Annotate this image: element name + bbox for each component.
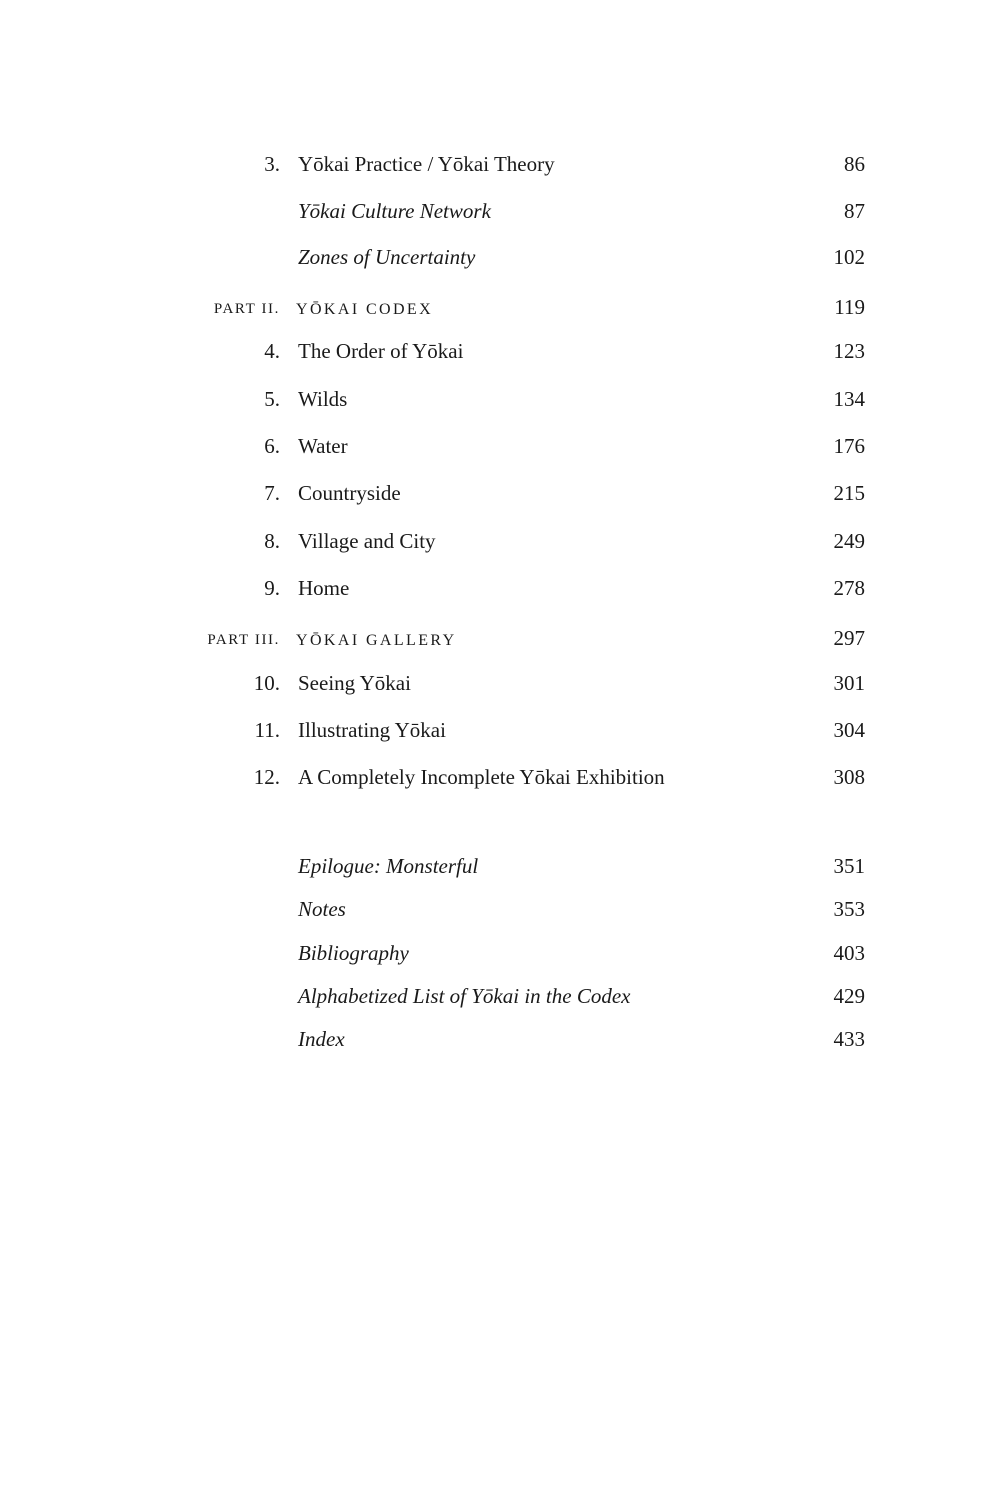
toc-entry-number: 7. bbox=[264, 481, 280, 506]
toc-entry-subsection bbox=[165, 243, 865, 271]
toc-entry-title: A Completely Incomplete Yōkai Exhibition bbox=[298, 765, 665, 790]
toc-entry-chapter-11 bbox=[165, 716, 865, 744]
toc-entry-title: Countryside bbox=[298, 481, 401, 506]
toc-entry-title: Water bbox=[298, 434, 348, 459]
toc-entry-title: Wilds bbox=[298, 386, 348, 411]
toc-entry-subsection bbox=[165, 197, 865, 225]
toc-entry-title: Home bbox=[298, 576, 350, 601]
toc-entry-page: 353 bbox=[833, 897, 865, 922]
toc-entry-chapter-7 bbox=[165, 479, 865, 507]
toc-entry-chapter-4 bbox=[165, 337, 865, 365]
toc-entry-title: Alphabetized List of Yōkai in the Codex bbox=[298, 983, 631, 1008]
toc-entry-page: 433 bbox=[833, 1027, 865, 1052]
toc-entry-page: 351 bbox=[833, 853, 865, 878]
toc-entry-title: Notes bbox=[298, 897, 346, 922]
toc-entry-part-3 bbox=[165, 624, 865, 652]
toc-entry-title: Yōkai Culture Network bbox=[298, 199, 491, 224]
toc-entry-title: Illustrating Yōkai bbox=[298, 718, 446, 743]
toc-entry-title: Village and City bbox=[298, 528, 436, 553]
toc-entry-title: Index bbox=[298, 1027, 345, 1052]
toc-entry-title: The Order of Yōkai bbox=[298, 339, 464, 364]
toc-entry-chapter-9 bbox=[165, 574, 865, 602]
toc-entry-number: 4. bbox=[264, 339, 280, 364]
toc-entry-chapter-6 bbox=[165, 432, 865, 460]
toc-entry-page: 134 bbox=[833, 386, 865, 411]
toc-entry-number: 9. bbox=[264, 576, 280, 601]
toc-entry-page: 215 bbox=[833, 481, 865, 506]
toc-entry-page: 119 bbox=[834, 295, 865, 320]
toc-entry-page: 429 bbox=[833, 983, 865, 1008]
toc-entry-chapter-10 bbox=[165, 669, 865, 697]
toc-entry-page: 278 bbox=[833, 576, 865, 601]
toc-entry-number: 3. bbox=[264, 152, 280, 176]
toc-entry-page: 87 bbox=[844, 199, 865, 224]
toc-entry-page: 304 bbox=[833, 718, 865, 743]
toc-entry-title: Bibliography bbox=[298, 940, 409, 965]
toc-entry-page: 102 bbox=[833, 244, 865, 269]
toc-entry-page: 301 bbox=[833, 670, 865, 695]
toc-entry-page: 403 bbox=[833, 940, 865, 965]
toc-entry-bibliography bbox=[165, 939, 865, 967]
toc-part-title: YŌKAI CODEX bbox=[296, 301, 434, 319]
toc-entry-page: 176 bbox=[833, 434, 865, 459]
toc-entry-epilogue bbox=[165, 852, 865, 880]
toc-entry-chapter-8 bbox=[165, 527, 865, 555]
toc-entry-number: 5. bbox=[264, 386, 280, 411]
toc-entry-title: Epilogue: Monsterful bbox=[298, 853, 479, 878]
toc-part-title: YŌKAI GALLERY bbox=[296, 632, 457, 650]
toc-entry-title: Zones of Uncertainty bbox=[298, 244, 476, 269]
toc-entry-chapter-5 bbox=[165, 385, 865, 413]
toc-entry-page: 297 bbox=[833, 626, 865, 651]
toc-part-label: PART II. bbox=[213, 301, 280, 318]
toc-entry-chapter-12 bbox=[165, 763, 865, 791]
toc-entry-page: 249 bbox=[833, 528, 865, 553]
toc-entry-number: 11. bbox=[254, 718, 280, 743]
toc-entry-index bbox=[165, 1025, 865, 1053]
toc-entry-part-2 bbox=[165, 293, 865, 321]
toc-entry-number: 6. bbox=[264, 434, 280, 459]
toc-entry-page: 86 bbox=[844, 152, 865, 176]
toc-entry-number: 8. bbox=[264, 528, 280, 553]
toc-entry-notes bbox=[165, 895, 865, 923]
toc-entry-number: 12. bbox=[253, 765, 280, 790]
toc-entry-alphabetized-list bbox=[165, 982, 865, 1010]
toc-entry-title: Seeing Yōkai bbox=[298, 670, 411, 695]
toc-entry-chapter-3 bbox=[165, 150, 865, 178]
table-of-contents bbox=[165, 150, 865, 1069]
toc-entry-title: Yōkai Practice / Yōkai Theory bbox=[298, 152, 555, 176]
toc-entry-number: 10. bbox=[253, 670, 280, 695]
toc-entry-page: 308 bbox=[833, 765, 865, 790]
toc-part-label: PART III. bbox=[207, 632, 280, 649]
toc-entry-page: 123 bbox=[833, 339, 865, 364]
